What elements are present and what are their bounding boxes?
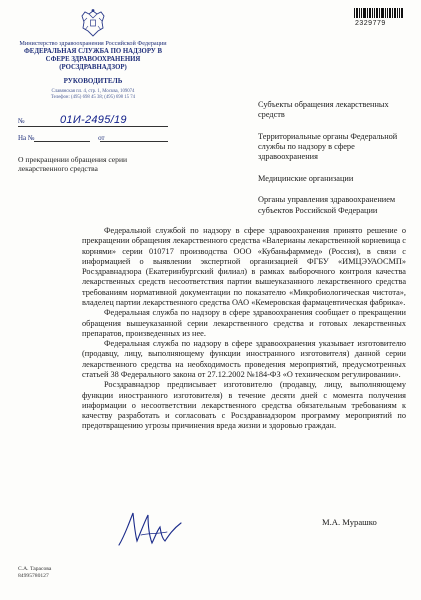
barcode-number: 2329779: [355, 20, 386, 27]
recipients-block: [258, 100, 408, 227]
recipient-item: Территориальные органы Федеральной службы по надзору в сфере здравоохранения: [258, 131, 398, 162]
org-contacts: Телефон: (495) 698 45 38; (495) 698 15 74: [50, 95, 136, 101]
org-address: Славянская пл. 4, стр. 1, Москва, 109074: [51, 88, 135, 94]
letterhead: [18, 40, 168, 101]
reference-number-prefix: На №: [18, 134, 35, 142]
executor-footer: [18, 566, 51, 580]
letter-subject: О прекращении обращения серии лекарственного средства: [18, 155, 128, 174]
body-paragraph: Федеральная служба по надзору в сфере здравоохранения сообщает о прекращении обращения вышеуказанной серии лекарственного средства и готовых лекарственных препаратов, произведенных из нее.: [82, 308, 406, 338]
reference-from-label: от: [98, 134, 105, 142]
head-title: РУКОВОДИТЕЛЬ: [63, 76, 123, 85]
signer-name: М.А. Мурашко: [322, 517, 377, 527]
reference-date-line: [100, 141, 168, 142]
body-paragraph: Федеральная служба по надзору в сфере здравоохранения указывает изготовителю (продавцу, лицу, выполняющему функции иностранного изготовителя) данной серии лекарственного средства на необходимость проведения мероприятий, предусмотренных статьей 38 Федерального закона от 27.12.2002 №184-ФЗ «О техническом регулировании».: [82, 339, 406, 379]
document-number-line: [18, 126, 168, 127]
coat-of-arms-emblem-icon: [80, 8, 106, 38]
body-paragraph: Федеральной службой по надзору в сфере здравоохранения принято решение о прекращении обращения лекарственного средства «Валерианы лекарственной корневища с корнями» серии 010717 производства ООО «Кубаньфарммед» (Россия), в связи с информацией о выявлении экспертной организацией ФГБУ «ИМЦЭУАОСМП» Росздравнадзора (Екатеринбургский филиал) в рамках выборочного контроля качества лекарственных средств несоответствия партии вышеуказанного лекарственного средства требованиям нормативной документации по показателю «Микробиологическая чистота», владелец партии лекарственного средства ОАО «Кемеровская фармацевтическая фабрика».: [82, 226, 406, 307]
recipient-item: Органы управления здравоохранением субъектов Российской Федерации: [258, 195, 396, 215]
recipient-item: Субъекты обращения лекарственных средств: [258, 100, 389, 120]
barcode-icon: [354, 8, 404, 18]
service-name: ФЕДЕРАЛЬНАЯ СЛУЖБА ПО НАДЗОРУ В СФЕРЕ ЗДРАВООХРАНЕНИЯ (РОСЗДРАВНАДЗОР): [23, 48, 163, 71]
body-paragraph: Росздравнадзор предписывает изготовителю (продавцу, лицу, выполняющему функции иностранного изготовителя) в течение десяти дней с момента получения информации о несоответствии лекарственного средства обязательным требованиям к качеству разработать и согласовать с Росздравнадзором программу мероприятий по предотвращению угрозы причинения вреда жизни и здоровью граждан.: [82, 380, 406, 431]
document-number-handwritten: 01И-2495/19: [60, 114, 127, 126]
executor-name: С.А. Тарасова: [18, 566, 52, 572]
letter-body: [82, 226, 406, 432]
ministry-name: Министерство здравоохранения Российской Федерации: [19, 40, 167, 47]
handwritten-signature: [115, 505, 185, 553]
document-number-prefix: №: [18, 117, 25, 125]
recipient-item: Медицинские организации: [258, 173, 354, 183]
executor-phone: 84995780127: [18, 572, 49, 579]
reference-number-line: [34, 141, 90, 142]
